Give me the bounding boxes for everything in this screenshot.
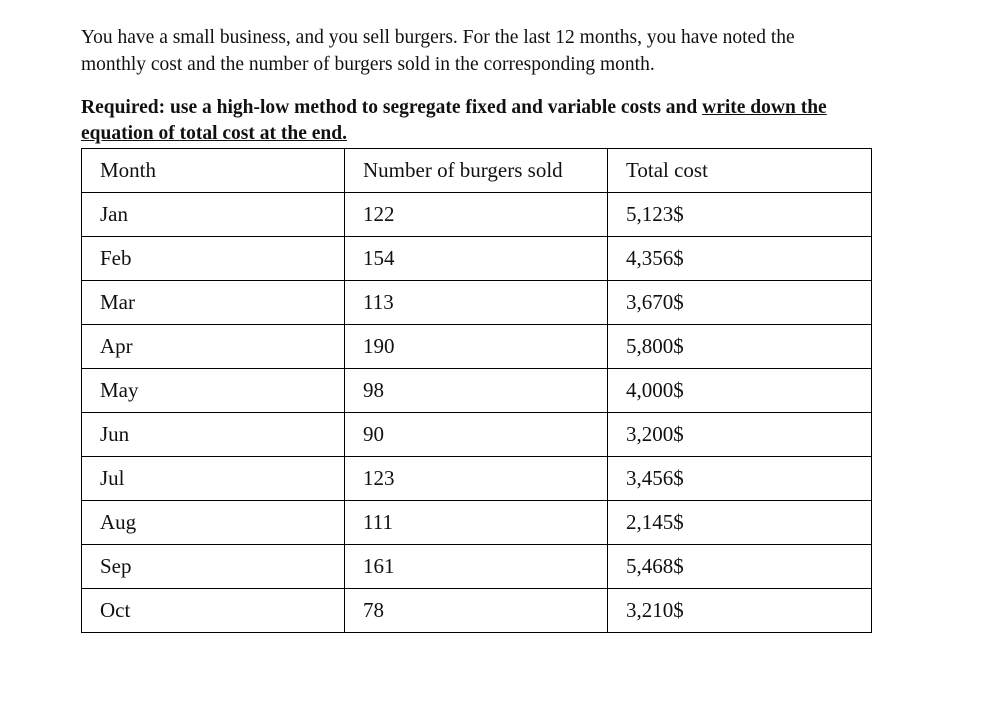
cell-month: Sep	[82, 545, 345, 589]
cell-cost: 5,123$	[608, 193, 872, 237]
cell-month: Feb	[82, 237, 345, 281]
cell-month: Jan	[82, 193, 345, 237]
cell-burgers: 122	[345, 193, 608, 237]
table-row	[82, 369, 872, 413]
intro-paragraph: You have a small business, and you sell burgers. For the last 12 months, you have noted the monthly cost and the number of burgers sold in the corresponding month.	[81, 27, 795, 75]
cell-cost: 3,200$	[608, 413, 872, 457]
table-row	[82, 589, 872, 633]
table-row	[82, 545, 872, 589]
table-row	[82, 193, 872, 237]
cell-burgers: 161	[345, 545, 608, 589]
cell-cost: 4,356$	[608, 237, 872, 281]
cell-burgers: 190	[345, 325, 608, 369]
header-total-cost: Total cost	[608, 149, 872, 193]
required-instruction	[81, 95, 871, 147]
table-row	[82, 237, 872, 281]
cell-cost: 3,210$	[608, 589, 872, 633]
cell-burgers: 154	[345, 237, 608, 281]
cell-cost: 3,456$	[608, 457, 872, 501]
cell-cost: 5,468$	[608, 545, 872, 589]
cell-burgers: 123	[345, 457, 608, 501]
cell-burgers: 78	[345, 589, 608, 633]
cell-month: May	[82, 369, 345, 413]
cell-month: Apr	[82, 325, 345, 369]
cell-burgers: 111	[345, 501, 608, 545]
cell-cost: 3,670$	[608, 281, 872, 325]
table-row	[82, 457, 872, 501]
burger-cost-table	[81, 148, 872, 633]
cell-month: Mar	[82, 281, 345, 325]
table-header-row	[82, 149, 872, 193]
cell-month: Jul	[82, 457, 345, 501]
table-row	[82, 413, 872, 457]
table-row	[82, 501, 872, 545]
cell-cost: 2,145$	[608, 501, 872, 545]
table-row	[82, 281, 872, 325]
cell-cost: 5,800$	[608, 325, 872, 369]
cell-burgers: 98	[345, 369, 608, 413]
header-burgers-sold: Number of burgers sold	[345, 149, 608, 193]
required-underlined: write down the equation of total cost at the end.	[81, 97, 827, 144]
cell-month: Aug	[82, 501, 345, 545]
cell-cost: 4,000$	[608, 369, 872, 413]
table-row	[82, 325, 872, 369]
cell-month: Oct	[82, 589, 345, 633]
required-lead: Required: use a high-low method to segregate fixed and variable costs and	[81, 97, 703, 118]
header-month: Month	[82, 149, 345, 193]
cell-burgers: 90	[345, 413, 608, 457]
cell-burgers: 113	[345, 281, 608, 325]
cell-month: Jun	[82, 413, 345, 457]
